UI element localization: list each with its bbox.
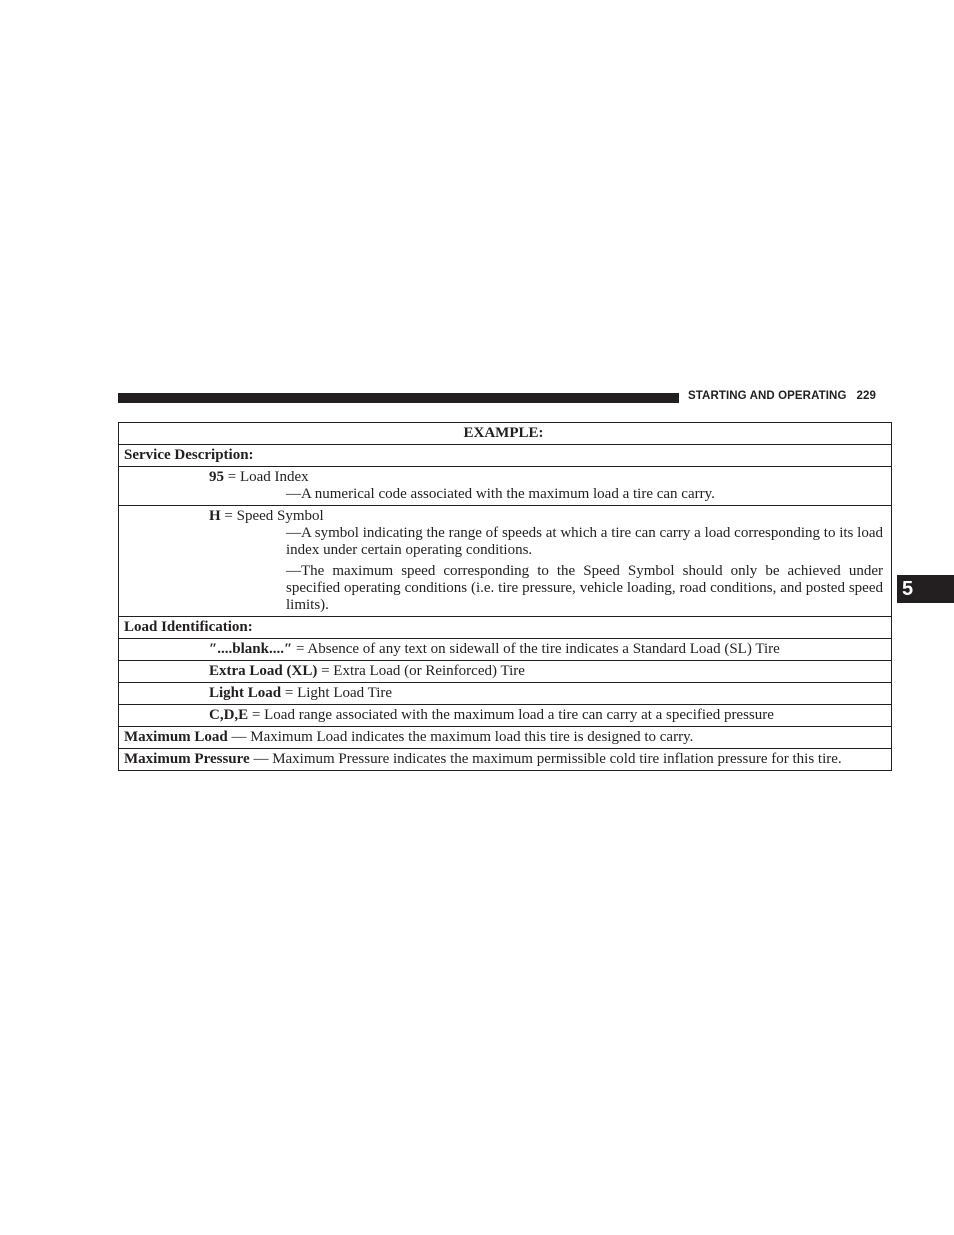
load-id-text: = Extra Load (or Reinforced) Tire (317, 663, 525, 679)
table-row (119, 705, 892, 727)
table-row (119, 661, 892, 683)
load-id-row (119, 639, 892, 661)
table-heading: EXAMPLE: (119, 423, 892, 445)
table-row (119, 617, 892, 639)
load-id-row (119, 683, 892, 705)
table-row (119, 749, 892, 771)
load-index-code: 95 (209, 469, 224, 485)
speed-symbol-description-1: —A symbol indicating the range of speeds at which a tire can carry a load corresponding to its load index under certain operating conditions. (286, 525, 883, 558)
table-row (119, 506, 892, 617)
load-id-term: Extra Load (XL) (209, 663, 318, 679)
maximum-load-term: Maximum Load (124, 729, 228, 745)
service-description-label: Service Description: (119, 445, 892, 467)
load-index-line (124, 469, 883, 486)
load-id-row (119, 705, 892, 727)
maximum-pressure-term: Maximum Pressure (124, 751, 250, 767)
table-row (119, 727, 892, 749)
maximum-load-cell (119, 727, 892, 749)
maximum-pressure-cell (119, 749, 892, 771)
chapter-tab: 5 (897, 575, 954, 603)
page-number: 229 (856, 390, 877, 402)
table-row (119, 683, 892, 705)
table-row (119, 467, 892, 506)
load-id-term: ″....blank....″ (209, 641, 293, 657)
load-index-description: —A numerical code associated with the maximum load a tire can carry. (286, 486, 715, 502)
speed-symbol-cell (119, 506, 892, 617)
load-id-text: = Load range associated with the maximum load a tire can carry at a specified pressure (248, 707, 774, 723)
speed-symbol-code: H (209, 508, 221, 524)
load-index-text: = Load Index (224, 469, 309, 485)
maximum-pressure-text: — Maximum Pressure indicates the maximum permissible cold tire inflation pressure for this tire. (249, 751, 842, 767)
load-id-row (119, 661, 892, 683)
table-row (119, 639, 892, 661)
load-index-cell (119, 467, 892, 506)
load-id-term: C,D,E (209, 707, 249, 723)
speed-symbol-text: = Speed Symbol (220, 508, 324, 524)
load-id-text: = Absence of any text on sidewall of the tire indicates a Standard Load (SL) Tire (292, 641, 780, 657)
table-row (119, 445, 892, 467)
running-header (688, 390, 893, 402)
section-title: STARTING AND OPERATING (688, 390, 847, 402)
speed-symbol-description-2: —The maximum speed corresponding to the Speed Symbol should only be achieved under specified operating conditions (i.e. tire pressure, vehicle loading, road conditions, and posted speed limits). (286, 563, 883, 613)
speed-symbol-line (124, 508, 883, 525)
load-identification-label: Load Identification: (119, 617, 892, 639)
load-id-text: = Light Load Tire (281, 685, 393, 701)
tire-example-table (118, 422, 892, 771)
maximum-load-text: — Maximum Load indicates the maximum load this tire is designed to carry. (227, 729, 694, 745)
load-id-term: Light Load (209, 685, 282, 701)
header-rule (118, 393, 679, 403)
table-row (119, 423, 892, 445)
